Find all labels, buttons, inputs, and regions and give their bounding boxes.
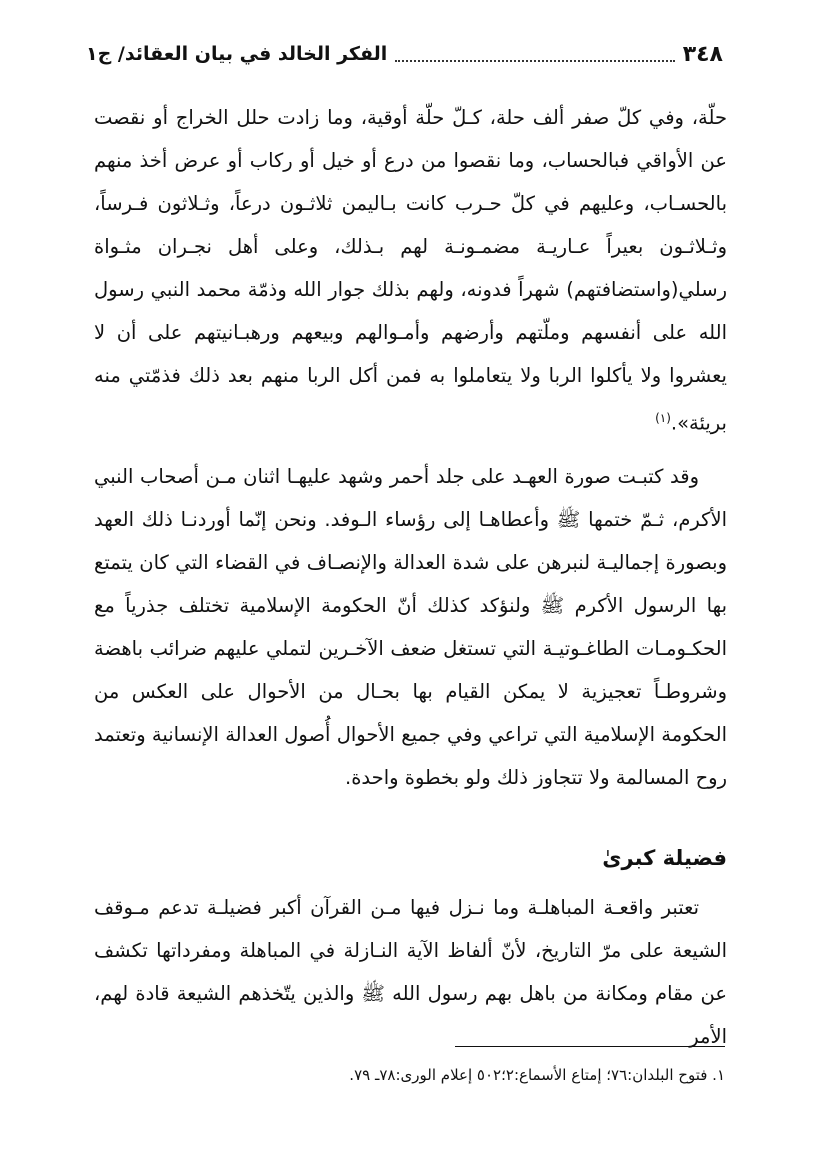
paragraph-gap (94, 445, 727, 455)
body-text (94, 96, 727, 1058)
running-title: الفكر الخالد في بيان العقائد/ ج١ (86, 43, 388, 65)
page-number: ٣٤٨ (682, 41, 723, 67)
paragraph-treaty-text (94, 96, 727, 445)
footnote: ١. فتوح البلدان:٧٦؛ إمتاع الأسماع:٢‎؛٥٠٢ إعلام الورى:٧٨ـ ٧٩. (349, 1066, 725, 1084)
paragraph-treaty-content: حلّة، وفي كلّ صفر ألف حلة، كـلّ حلّة أوقية، وما زادت حلل الخراج أو نقصت عن الأواقي فبالحساب، وما نقصوا من درع أو خيل أو ركاب أو عرض أخذ منهم بالحسـاب، وعليهم في كلّ حـرب كانت بـاليمن ثلاثـون درعاً، وثـلاثون فـرساً، وثـلاثـون بعيراً عـاريـة مضمـونـة لهم بـذلك، وعلى أهل نجـران مثـواة رسلي(واستضافتهم) شهراً فدونه، ولهم بذلك جوار الله وذمّة محمد النبي رسول الله على أنفسهم وملّتهم وأرضهم وأمـوالهم وبيعهم ورهبـانيتهم على أن لا يعشروا ولا يأكلوا الربا ولا يتعاملوا به فمن أكل الربا منهم بعد ذلك فذمّتي منه بريئة». (94, 106, 727, 435)
header-dotted-leader (395, 46, 674, 62)
footnote-separator (455, 1046, 725, 1047)
section-heading: فضيلة كبرىٰ (602, 845, 727, 870)
paragraph-mubahala: تعتبر واقعـة المباهلـة وما نـزل فيها مـن القرآن أكبر فضيلـة تدعم مـوقف الشيعة على مرّ التاريخ، لأنّ ألفاظ الآية النـازلة في المباهلة ومفرداتها تكشف عن مقام ومكانة من باهل بهم رسول الله ﷺ والذين يتّخذهم الشيعة قادة لهم، الأمر (94, 895, 727, 1048)
running-header (86, 34, 723, 74)
footnote-reference: (١) (655, 411, 671, 425)
paragraph-commentary: وقد كتبـت صورة العهـد على جلد أحمر وشهد عليهـا اثنان مـن أصحاب النبي الأكرم، ثـمّ ختمها ﷺ وأعطاهـا إلى رؤساء الـوفد. ونحن إنّما أوردنـا ذلك العهد وبصورة إجماليـة لنبرهن على شدة العدالة والإنصـاف في القضاء التي كان يتمتع بها الرسول الأكرم ﷺ ولنؤكد كذلك أنّ الحكومة الإسلامية تختلف جذرياً مع الحكـومـات الطاغـوتيـة التي تستغل ضعف الآخـرين لتملي عليهم ضرائب باهضة وشروطـاً تعجيزية لا يمكن القيام بها بحـال من الأحوال على العكس من الحكومة الإسلامية التي تراعي وفي جميع الأحوال أُصول العدالة الإنسانية وتعتمد روح المسالمة ولا تتجاوز ذلك ولو بخطوة واحدة. (94, 464, 727, 789)
